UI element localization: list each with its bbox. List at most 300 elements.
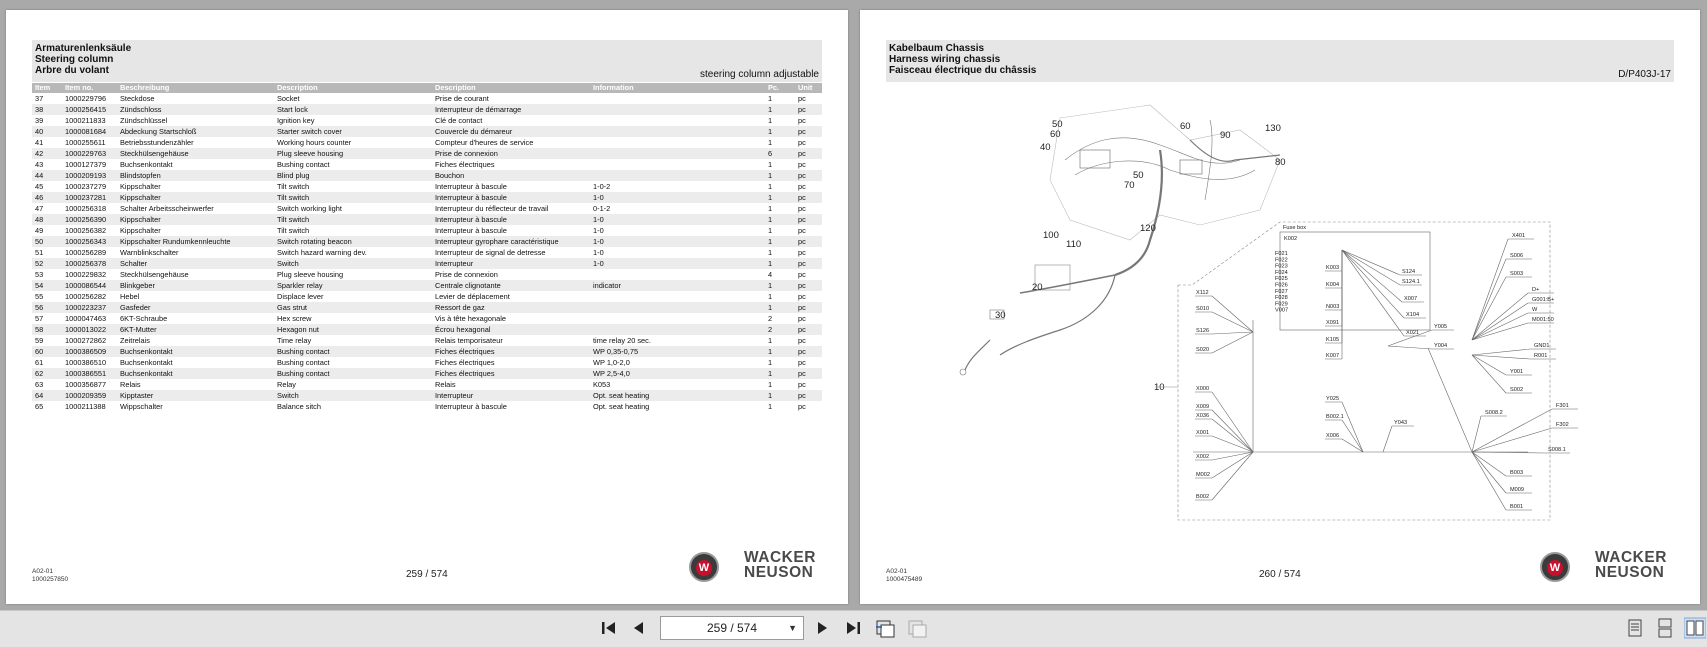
table-cell: 60 [32, 346, 62, 357]
wire-line [1472, 355, 1506, 375]
wire-line [1383, 426, 1392, 452]
table-cell: Switch rotating beacon [274, 236, 432, 247]
table-cell: Starter switch cover [274, 126, 432, 137]
table-cell: pc [795, 236, 822, 247]
table-cell: 6KT-Mutter [117, 324, 274, 335]
drawing-code: D/P403J-17 [1618, 69, 1671, 80]
table-cell: 1000081684 [62, 126, 117, 137]
table-cell: 1 [768, 358, 773, 367]
footer-code: A02-01 1000257850 [32, 568, 69, 583]
wire-line [1342, 250, 1404, 318]
table-cell: 1000386551 [62, 368, 117, 379]
column-header: Pc. [765, 83, 795, 93]
table-cell: 1000229763 [62, 148, 117, 159]
callout-label: 20 [1032, 282, 1043, 293]
table-cell: Warnblinkschalter [120, 248, 179, 257]
callout-label: 10 [1154, 382, 1165, 393]
wire-line [1212, 332, 1253, 353]
fuse-label: F027 [1275, 288, 1288, 295]
table-cell: Interrupteur [432, 390, 590, 401]
column-header: Description [432, 83, 590, 93]
fuse-label: F029 [1275, 301, 1288, 308]
table-cell: Prise de connexion [432, 148, 590, 159]
table-cell: 1 [768, 204, 773, 213]
table-cell: Gas strut [274, 302, 432, 313]
callouts [995, 119, 1289, 393]
wire-line [1472, 277, 1506, 340]
table-row [32, 390, 822, 401]
table-row [32, 126, 822, 137]
table-cell: pc [795, 170, 822, 181]
column-header: Item [32, 83, 62, 93]
table-cell: 1000256282 [65, 292, 107, 301]
table-cell [590, 324, 765, 335]
table-cell: pc [795, 368, 822, 379]
continuous-page-icon[interactable] [1654, 617, 1676, 639]
table-cell: Bushing contact [277, 160, 330, 169]
table-cell: Fiches électriques [435, 358, 495, 367]
page-number-input[interactable]: 259 / 574 ▼ [660, 616, 804, 640]
wire-line [1388, 346, 1432, 349]
table-cell [590, 104, 765, 115]
table-cell: Levier de déplacement [435, 292, 510, 301]
connector-label: X036 [1196, 413, 1210, 419]
table-cell: Bouchon [432, 170, 590, 181]
connector-label: W [1532, 307, 1538, 313]
callout-label: 50 [1133, 170, 1144, 181]
table-cell: 56 [32, 302, 62, 313]
table-cell: Vis à tête hexagonale [435, 314, 506, 323]
callout-label: 80 [1275, 157, 1286, 168]
table-cell: Steckdose [120, 94, 155, 103]
connector-label: D+ [1532, 287, 1540, 293]
wacker-neuson-logo: W WACKER NEUSON [689, 550, 829, 586]
table-cell: Tilt switch [274, 214, 432, 225]
column-header: Beschreibung [117, 83, 274, 93]
callout-label: 50 [1052, 119, 1063, 130]
table-cell [590, 302, 765, 313]
table-cell: 1 [768, 138, 773, 147]
table-cell: Prise de connexion [435, 270, 498, 279]
table-cell: 61 [35, 358, 44, 367]
table-cell: Interrupteur à bascule [432, 192, 590, 203]
table-cell: 1 [768, 182, 773, 191]
wacker-emblem-icon: W [1540, 552, 1570, 582]
wire-line [1472, 409, 1552, 452]
table-cell: 41 [35, 138, 44, 147]
table-cell: 40 [32, 126, 62, 137]
callout-label: 30 [995, 310, 1006, 321]
table-cell: 1 [768, 292, 773, 301]
table-cell: Hex screw [277, 314, 312, 323]
table-cell: 1000237281 [62, 192, 117, 203]
table-cell: 64 [32, 390, 62, 401]
table-cell: 55 [35, 292, 44, 301]
wacker-emblem-icon: W [689, 552, 719, 582]
table-cell: pc [798, 204, 806, 213]
table-cell: 1 [765, 258, 795, 269]
chevron-down-icon[interactable]: ▼ [788, 623, 797, 633]
table-cell: Couvercle du démareur [432, 126, 590, 137]
table-row [32, 192, 822, 203]
wire-line [1472, 355, 1506, 393]
first-page-icon[interactable] [598, 617, 620, 639]
connector-label: X000 [1196, 386, 1210, 392]
wire-line [1472, 323, 1528, 340]
table-cell: pc [798, 116, 806, 125]
wire-line [1472, 452, 1506, 510]
table-cell: 47 [35, 204, 44, 213]
connector-label: F302 [1556, 422, 1569, 428]
table-cell: Bushing contact [274, 346, 432, 357]
table-cell: 63 [35, 380, 44, 389]
table-cell: Blinkgeber [117, 280, 274, 291]
table-cell [590, 269, 765, 280]
table-cell: 4 [768, 270, 773, 279]
table-cell: Switch [274, 390, 432, 401]
wire-line [1342, 250, 1400, 285]
table-cell: 1000256343 [62, 236, 117, 247]
table-cell: Relais [435, 380, 456, 389]
table-cell: 1 [765, 104, 795, 115]
table-cell: Zündschloss [117, 104, 274, 115]
table-cell: Kipptaster [117, 390, 274, 401]
table-cell: pc [798, 336, 806, 345]
table-cell: 1000386509 [62, 346, 117, 357]
title-fr: Arbre du volant [35, 65, 109, 76]
table-cell: pc [798, 138, 806, 147]
table-cell: Interrupteur gyrophare caractéristique [432, 236, 590, 247]
wire-line [1472, 303, 1528, 340]
table-cell [590, 170, 765, 181]
table-cell: 42 [32, 148, 62, 159]
table-cell: 1 [768, 160, 773, 169]
connector-label: X006 [1326, 433, 1340, 439]
callout-label: 120 [1140, 223, 1156, 234]
table-cell: Blind plug [274, 170, 432, 181]
table-row [32, 104, 822, 115]
table-cell: Buchsenkontakt [117, 368, 274, 379]
table-cell: pc [795, 148, 822, 159]
wire-line [1472, 349, 1530, 355]
table-row [32, 170, 822, 181]
table-cell: Kippschalter [117, 214, 274, 225]
table-cell: Switch working light [277, 204, 342, 213]
table-cell: pc [798, 94, 806, 103]
callout-label: 100 [1043, 230, 1059, 241]
wire-line [1472, 416, 1481, 452]
table-row [32, 291, 822, 302]
next-page-icon[interactable] [811, 617, 833, 639]
table-cell: Wippschalter [120, 402, 163, 411]
connector-label: X007 [1404, 296, 1418, 302]
go-back-icon[interactable] [874, 617, 896, 639]
connector-label: Y005 [1434, 324, 1448, 330]
table-cell: pc [798, 292, 806, 301]
table-cell: Buchsenkontakt [117, 346, 274, 357]
column-header: Item no. [62, 83, 117, 93]
table-row [32, 258, 822, 269]
title-fr: Faisceau électrique du châssis [889, 65, 1037, 76]
single-page-icon[interactable] [1624, 617, 1646, 639]
table-cell: Ressort de gaz [432, 302, 590, 313]
title-en: Harness wiring chassis [889, 54, 1001, 65]
table-row [32, 401, 822, 412]
two-page-icon[interactable] [1684, 617, 1706, 639]
table-cell: Switch [274, 258, 432, 269]
table-cell: 43 [35, 160, 44, 169]
table-cell: 37 [35, 94, 44, 103]
table-row [32, 313, 822, 324]
table-cell: Zeitrelais [120, 336, 150, 345]
table-cell: 1000386510 [65, 358, 107, 367]
fuse-label: F025 [1275, 276, 1288, 283]
connector-label: X009 [1196, 404, 1210, 410]
table-cell: 65 [35, 402, 44, 411]
table-cell: 1000256318 [65, 204, 107, 213]
callout-label: 60 [1180, 121, 1191, 132]
column-header: Information [590, 83, 765, 93]
table-cell: Clé de contact [435, 116, 483, 125]
table-cell: 58 [32, 324, 62, 335]
table-cell: pc [798, 314, 806, 323]
table-cell: Betriebsstundenzähler [120, 138, 194, 147]
table-cell: Time relay [277, 336, 312, 345]
table-cell: 1000211833 [65, 116, 106, 125]
wire-line [1212, 332, 1253, 334]
harness-sketch [960, 105, 1280, 375]
table-cell: Relais temporisateur [435, 336, 503, 345]
wire-line [1342, 402, 1363, 452]
table-cell: 2 [768, 314, 773, 323]
wire-line [1342, 250, 1404, 336]
table-cell: 1 [768, 380, 773, 389]
table-cell: 1000229796 [65, 94, 107, 103]
table-row [32, 280, 822, 291]
connector-label: R001 [1534, 353, 1548, 359]
wire-line [1342, 420, 1363, 452]
table-row [32, 93, 822, 104]
connector-label: F301 [1556, 403, 1569, 409]
page-header [32, 40, 822, 82]
table-cell: Switch hazard warning dev. [277, 248, 367, 257]
table-row [32, 269, 822, 280]
table-cell: 1 [768, 248, 773, 257]
table-cell: 1000209193 [62, 170, 117, 181]
fuse-label: V007 [1275, 307, 1289, 314]
table-cell: 38 [32, 104, 62, 115]
table-cell: 1-0 [593, 226, 604, 235]
table-cell: pc [795, 280, 822, 291]
wire-line [1472, 428, 1552, 452]
table-cell: 49 [35, 226, 44, 235]
wire-line [1212, 312, 1253, 332]
table-cell: Sparkler relay [274, 280, 432, 291]
fuse-label: F028 [1275, 295, 1288, 302]
table-cell: Relais [120, 380, 141, 389]
table-cell: 6KT-Schraube [120, 314, 168, 323]
fuse-label: F024 [1275, 269, 1288, 276]
table-row [32, 379, 822, 390]
connector-label: B003 [1510, 470, 1524, 476]
table-cell: pc [798, 270, 806, 279]
table-cell [590, 137, 765, 148]
table-cell [590, 291, 765, 302]
table-row [32, 137, 822, 148]
table-cell: Interrupteur à bascule [435, 402, 507, 411]
table-cell: Kippschalter [117, 192, 274, 203]
table-cell: Bushing contact [274, 368, 432, 379]
table-cell: 45 [35, 182, 44, 191]
table-cell: Plug sleeve housing [277, 270, 344, 279]
table-cell: 1000237279 [65, 182, 107, 191]
connector-label: K002 [1284, 236, 1298, 242]
table-row [32, 115, 822, 126]
table-cell: 1 [765, 170, 795, 181]
wacker-neuson-logo: W WACKER NEUSON [1540, 550, 1680, 586]
connector-label: K003 [1326, 265, 1340, 271]
table-cell: 1 [765, 214, 795, 225]
table-cell: 62 [32, 368, 62, 379]
table-cell: Tilt switch [274, 192, 432, 203]
table-cell: Gasfeder [117, 302, 274, 313]
connector-label: Y043 [1394, 420, 1408, 426]
table-cell: Working hours counter [277, 138, 352, 147]
table-row [32, 346, 822, 357]
table-cell: Schalter Arbeitsscheinwerfer [120, 204, 214, 213]
wire-line [1472, 259, 1506, 340]
table-cell: Plug sleeve housing [274, 148, 432, 159]
pdf-viewer-toolbar [0, 610, 1707, 647]
table-cell: Buchsenkontakt [120, 358, 173, 367]
connector-label: G001:B+ [1532, 297, 1555, 303]
table-row [32, 247, 822, 258]
table-cell: Relay [277, 380, 296, 389]
table-cell: Balance sitch [277, 402, 321, 411]
connector-label: S126 [1196, 328, 1210, 334]
connector-label: X002 [1196, 454, 1210, 460]
table-cell: Blindstopfen [117, 170, 274, 181]
fuse-box-label: Fuse box [1283, 225, 1307, 231]
table-cell: 1-0 [593, 248, 604, 257]
table-cell: time relay 20 sec. [593, 336, 651, 345]
table-cell: pc [798, 226, 806, 235]
connector-label: S008.1 [1548, 447, 1566, 453]
connector-label: Y004 [1434, 343, 1448, 349]
callout-label: 110 [1066, 239, 1082, 250]
table-cell: Hebel [120, 292, 140, 301]
table-cell: Interrupteur à bascule [435, 226, 507, 235]
connector-label: X021 [1406, 330, 1420, 336]
table-cell: 48 [32, 214, 62, 225]
table-cell: pc [798, 358, 806, 367]
table-cell: pc [795, 104, 822, 115]
table-cell: Bushing contact [277, 358, 330, 367]
table-cell: 1 [765, 192, 795, 203]
table-cell: 1000256390 [62, 214, 117, 225]
table-cell [590, 148, 765, 159]
table-cell: pc [798, 380, 806, 389]
connector-label: K007 [1326, 353, 1340, 359]
table-cell: 1000047463 [65, 314, 107, 323]
table-row [32, 203, 822, 214]
table-cell: Interrupteur de démarrage [432, 104, 590, 115]
callout-label: 70 [1124, 180, 1135, 191]
title-de: Kabelbaum Chassis [889, 43, 985, 54]
table-cell: Kippschalter Rundumkennleuchte [117, 236, 274, 247]
table-cell: Schalter [117, 258, 274, 269]
connector-label: M001:50 [1532, 317, 1554, 323]
table-cell: 1000223237 [62, 302, 117, 313]
connector-label: Y025 [1326, 396, 1340, 402]
connector-label: GND1 [1534, 343, 1550, 349]
callout-label: 40 [1040, 142, 1051, 153]
table-cell [590, 159, 765, 170]
table-cell: 1000013022 [62, 324, 117, 335]
wire-line [1212, 419, 1253, 452]
table-cell: 1 [765, 126, 795, 137]
connector-label: N003 [1326, 304, 1340, 310]
table-cell: 59 [35, 336, 44, 345]
table-cell: pc [795, 126, 822, 137]
table-cell: 1 [768, 116, 773, 125]
title-de: Armaturenlenksäule [35, 43, 132, 54]
footer-code: A02-01 1000475489 [886, 568, 923, 583]
column-header: Unit [795, 83, 822, 93]
table-row [32, 357, 822, 368]
table-cell: 1 [768, 226, 773, 235]
table-cell: 1-0 [590, 236, 765, 247]
table-cell: 1000209359 [62, 390, 117, 401]
table-cell: 1-0 [590, 214, 765, 225]
connector-label: K004 [1326, 282, 1340, 288]
prev-page-icon[interactable] [628, 617, 650, 639]
table-row [32, 324, 822, 335]
table-cell: 57 [35, 314, 44, 323]
table-cell: 1000256378 [62, 258, 117, 269]
table-cell: 1000127379 [65, 160, 107, 169]
table-cell: 1000255611 [65, 138, 106, 147]
table-cell: pc [795, 346, 822, 357]
table-cell: pc [798, 248, 806, 257]
table-cell: Fiches électriques [432, 346, 590, 357]
connector-label: S010 [1196, 306, 1210, 312]
table-cell: 1 [765, 368, 795, 379]
table-cell: 1-0 [590, 258, 765, 269]
table-row [32, 368, 822, 379]
fuse-label: F022 [1275, 257, 1288, 264]
wire-line [1472, 355, 1530, 359]
table-cell: 0-1-2 [593, 204, 611, 213]
table-cell: pc [795, 324, 822, 335]
table-cell: 1 [765, 346, 795, 357]
table-cell: pc [798, 182, 806, 191]
wire-line [1212, 296, 1253, 332]
column-header: Description [274, 83, 432, 93]
table-cell: Interrupteur de signal de detresse [435, 248, 546, 257]
go-forward-icon[interactable] [906, 617, 928, 639]
table-cell: 1-0-2 [593, 182, 611, 191]
last-page-icon[interactable] [842, 617, 864, 639]
table-cell: pc [798, 402, 806, 411]
table-cell: 51 [35, 248, 44, 257]
table-cell [590, 313, 765, 324]
connector-label: M009 [1510, 487, 1524, 493]
table-cell: 46 [32, 192, 62, 203]
table-cell: pc [795, 192, 822, 203]
table-cell: indicator [590, 280, 765, 291]
wire-line [1212, 410, 1253, 452]
